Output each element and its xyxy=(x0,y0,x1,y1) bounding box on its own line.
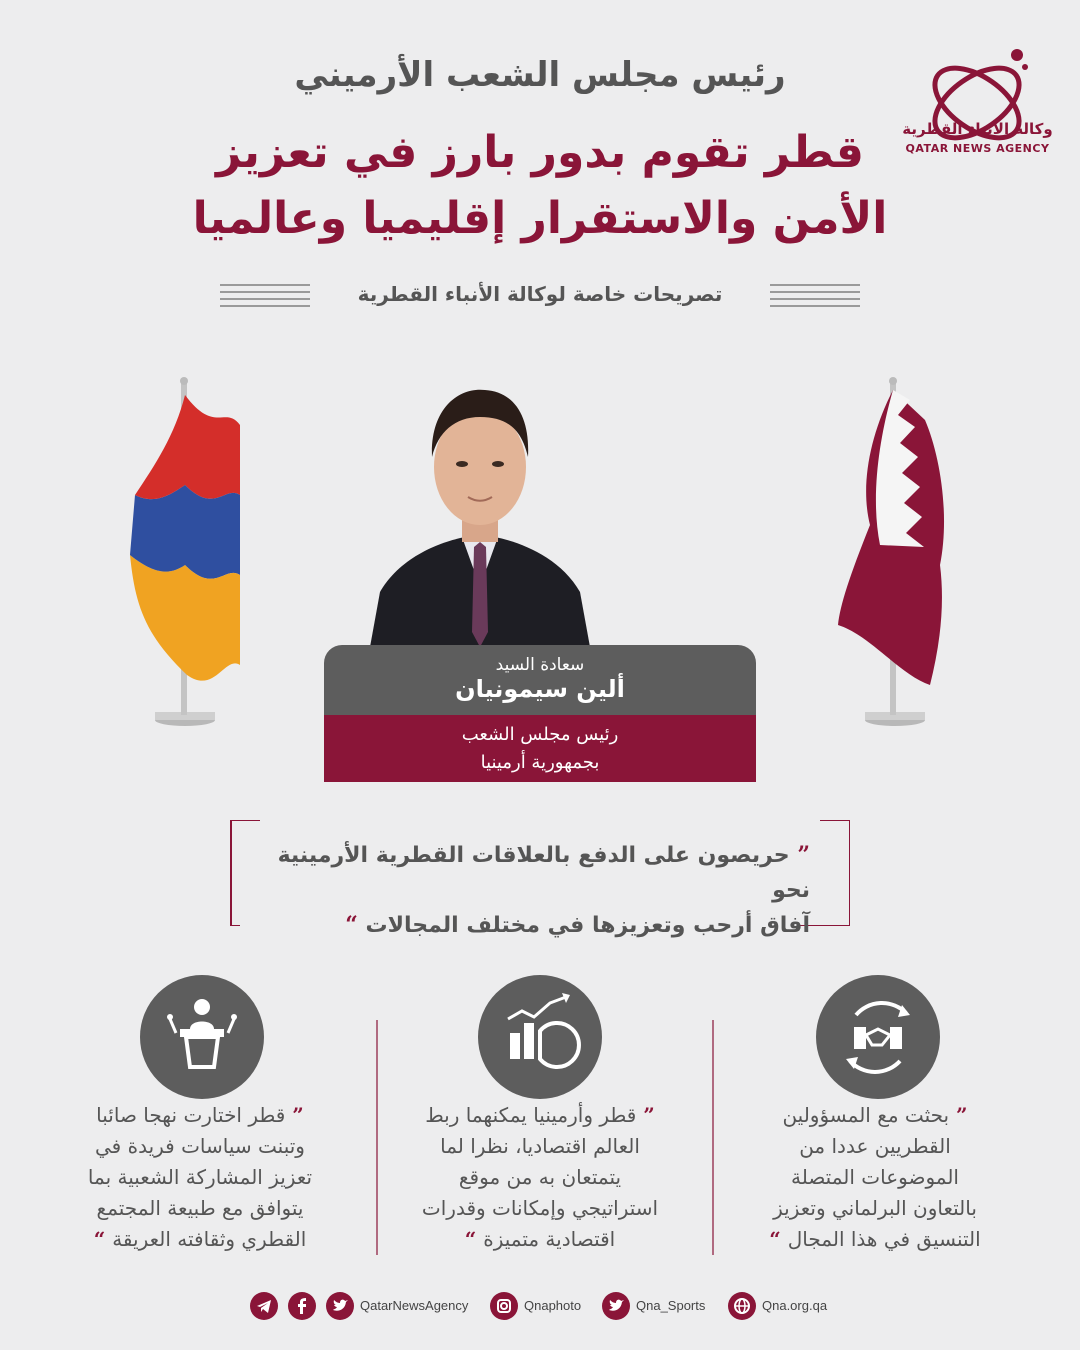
person-name: ألين سيمونيان xyxy=(455,675,625,703)
tagline: تصريحات خاصة لوكالة الأنباء القطرية xyxy=(357,282,723,306)
instagram-icon[interactable] xyxy=(490,1292,518,1320)
person-title-line-2: بجمهورية أرمينيا xyxy=(480,752,600,773)
column-line: بالتعاون البرلماني وتعزيز xyxy=(773,1196,977,1220)
quote-open-icon: ” xyxy=(789,842,810,868)
column-line: القطري وثقافته العريقة xyxy=(112,1227,307,1251)
quote-close-icon: “ xyxy=(769,1227,788,1251)
column-divider xyxy=(376,1020,378,1255)
logo-english-name: QATAR NEWS AGENCY xyxy=(905,142,1050,155)
handshake-cycle-icon xyxy=(816,975,940,1099)
column-line: التنسيق في هذا المجال xyxy=(787,1227,981,1251)
qna-handle-link[interactable]: QatarNewsAgency xyxy=(360,1298,469,1313)
column-line: يتوافق مع طبيعة المجتمع xyxy=(96,1196,304,1220)
column-text-left xyxy=(60,1100,340,1255)
quote-frame-gap xyxy=(260,815,820,823)
qatar-flag-icon xyxy=(830,375,960,730)
photo-handle-link[interactable]: Qnaphoto xyxy=(524,1298,582,1313)
social-footer xyxy=(250,1292,860,1322)
website-link[interactable]: Qna.org.qa xyxy=(762,1298,828,1313)
decorative-lines-right xyxy=(770,284,860,312)
tagline-row xyxy=(220,280,860,316)
column-line: قطر وأرمينيا يمكنهما ربط xyxy=(425,1103,637,1127)
armenia-flag-icon xyxy=(115,375,255,730)
page-headline xyxy=(140,120,940,252)
column-line: استراتيجي وإمكانات وقدرات xyxy=(421,1196,659,1220)
decorative-lines-left xyxy=(220,284,310,312)
quote-line-1: حريصون على الدفع بالعلاقات القطرية الأرمينية نحو xyxy=(277,843,810,903)
headline-line-1: قطر تقوم بدور بارز في تعزيز xyxy=(216,127,864,178)
quote-open-icon: ” xyxy=(949,1103,968,1127)
column-text-middle xyxy=(400,1100,680,1255)
honorific: سعادة السيد xyxy=(495,655,585,675)
main-quote xyxy=(250,838,810,943)
quote-open-icon: ” xyxy=(636,1103,655,1127)
column-line: الموضوعات المتصلة xyxy=(790,1165,959,1189)
person-title-line-1: رئيس مجلس الشعب xyxy=(461,724,619,745)
headline-line-2: الأمن والاستقرار إقليميا وعالميا xyxy=(192,193,888,244)
economy-chart-icon xyxy=(478,975,602,1099)
telegram-icon[interactable] xyxy=(250,1292,278,1320)
column-line: وتبنت سياسات فريدة في xyxy=(95,1134,305,1158)
speaker-podium-icon xyxy=(140,975,264,1099)
name-card-header xyxy=(324,645,756,715)
quote-close-icon: “ xyxy=(93,1227,113,1251)
column-text-right xyxy=(735,1100,1015,1255)
column-divider xyxy=(712,1020,714,1255)
quote-line-2: آفاق أرحب وتعزيزها في مختلف المجالات xyxy=(365,913,810,938)
globe-icon[interactable] xyxy=(728,1292,756,1320)
twitter-icon[interactable] xyxy=(326,1292,354,1320)
quote-close-icon: “ xyxy=(464,1227,484,1251)
column-line: القطريين عددا من xyxy=(799,1134,951,1158)
column-line: بحثت مع المسؤولين xyxy=(782,1103,950,1127)
quote-close-icon: “ xyxy=(345,912,366,938)
column-line: يتمتعان به من موقع xyxy=(458,1165,622,1189)
column-line: قطر اختارت نهجا صائبا xyxy=(96,1103,286,1127)
quote-open-icon: ” xyxy=(285,1103,304,1127)
column-line: العالم اقتصاديا، نظرا لما xyxy=(440,1134,640,1158)
portrait-image xyxy=(370,362,590,647)
logo-arabic-name: وكالة الأنباء القطرية xyxy=(902,120,1053,138)
column-line: تعزيز المشاركة الشعبية بما xyxy=(87,1165,313,1189)
twitter-icon[interactable] xyxy=(602,1292,630,1320)
page-subtitle: رئيس مجلس الشعب الأرميني xyxy=(294,55,786,95)
column-line: اقتصادية متميزة xyxy=(483,1227,616,1251)
facebook-icon[interactable] xyxy=(288,1292,316,1320)
sports-handle-link[interactable]: Qna_Sports xyxy=(636,1298,706,1313)
name-card-title xyxy=(324,715,756,782)
